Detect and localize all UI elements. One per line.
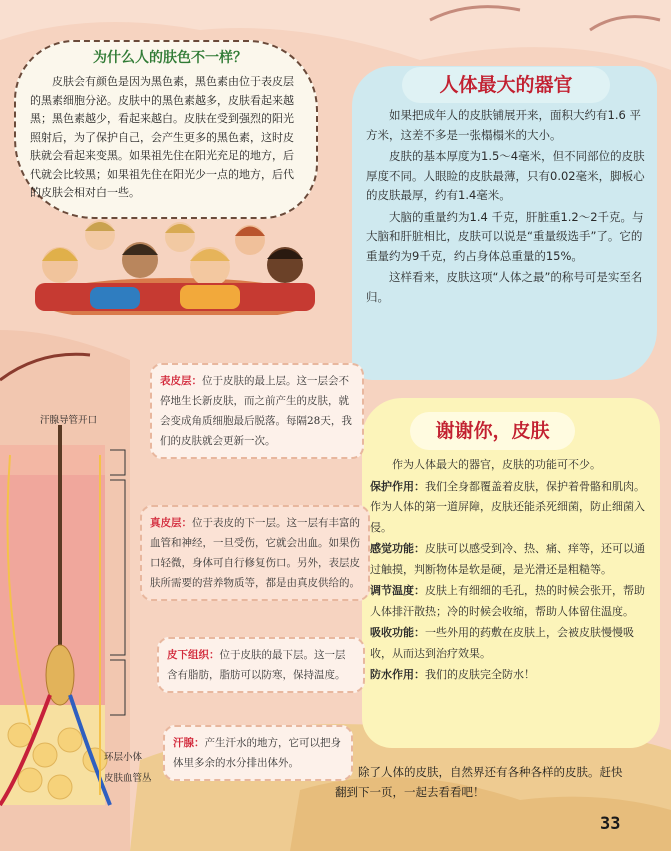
organ-paragraph: 皮肤的基本厚度为1.5～4毫米，但不同部位的皮肤厚度不同。人眼睑的皮肤最薄，只有0.02毫米，脚板心的皮肤最厚，约有1.4毫米。 — [366, 149, 645, 202]
function-item — [370, 623, 655, 664]
function-label: 调节温度： — [370, 584, 425, 597]
function-label: 防水作用： — [370, 668, 425, 681]
sweat-gland-label: 汗腺： — [173, 737, 205, 749]
dermis-text: 位于表皮的下一层。这一层有丰富的血管和神经，一旦受伤，它就会出血。如果伤口轻微，身体可自行修复伤口。另外，表层皮肤所需要的营养物质等，都是由真皮供给的。 — [150, 517, 360, 589]
skin-color-text: 皮肤会有颜色是因为黑色素，黑色素由位于表皮层的黑素细胞分泌。皮肤中的黑色素越多，皮肤看起来越黑；黑色素越少，看起来越白。皮肤在受到强烈的阳光照射后，为了保护自己，会产生更多的黑色素，这时皮肤就会看起来变黑。如果祖先住在阳光充足的地方，后代就会比较黑；如果祖先住在阳光少一点的地方，后代的皮肤会相对白一些。 — [30, 75, 294, 199]
function-text: 一些外用的药敷在皮肤上，会被皮肤慢慢吸收，从而达到治疗效果。 — [370, 626, 634, 660]
subcutis-text: 位于皮肤的最下层。这一层含有脂肪，脂肪可以防寒，保持温度。 — [167, 649, 346, 681]
sweat-gland-box — [163, 725, 353, 781]
epidermis-label: 表皮层： — [160, 375, 202, 387]
function-text: 皮肤可以感受到冷、热、痛、痒等，还可以通过触摸，判断物体是软是硬，是光滑还是粗糙等。 — [370, 542, 645, 576]
dermis-box — [140, 505, 370, 601]
thanks-skin-body — [370, 455, 655, 687]
function-text: 我们全身都覆盖着皮肤，保护着骨骼和肌肉。作为人体的第一道屏障，皮肤还能杀死细菌，防止细菌入侵。 — [370, 479, 645, 534]
pore-label: 汗腺导管开口 — [40, 415, 98, 426]
organ-paragraph: 如果把成年人的皮肤铺展开来，面积大约有1.6 平方米，这差不多是一张榻榻米的大小。 — [366, 108, 641, 142]
corpuscle-label: 环层小体 — [104, 752, 143, 763]
function-item — [370, 477, 655, 539]
plexus-label: 皮肤血管丛 — [104, 773, 152, 784]
function-label: 吸收功能： — [370, 626, 425, 639]
organ-paragraph: 这样看来，皮肤这项“人体之最”的称号可是实至名归。 — [366, 270, 643, 304]
function-label: 保护作用： — [370, 479, 425, 493]
skin-color-title: 为什么人的肤色不一样？ — [93, 50, 247, 66]
thanks-skin-title: 谢谢你，皮肤 — [410, 412, 575, 450]
function-item — [370, 581, 655, 622]
epidermis-box — [150, 363, 364, 459]
epidermis-text: 位于皮肤的最上层。这一层会不停地生长新皮肤，而之前产生的皮肤，就会变成角质细胞最后脱落。每隔28天，我们的皮肤就会更新一次。 — [160, 375, 352, 447]
page-number: 33 — [600, 814, 621, 834]
largest-organ-title: 人体最大的器官 — [402, 67, 610, 103]
sweat-gland-text: 产生汗水的地方，它可以把身体里多余的水分排出体外。 — [173, 737, 341, 769]
function-text: 我们的皮肤完全防水！ — [425, 668, 535, 681]
next-page-prompt: 除了人体的皮肤，自然界还有各种各样的皮肤。赶快翻到下一页，一起去看看吧！ — [335, 765, 623, 799]
function-item — [370, 539, 655, 580]
organ-paragraph: 大脑的重量约为1.4 千克，肝脏重1.2～2千克。与大脑和肝脏相比，皮肤可以说是“重量级选手”了。它的重量约为9千克，约占身体总重量的15%。 — [366, 209, 644, 263]
subcutis-label: 皮下组织： — [167, 649, 220, 661]
largest-organ-body — [366, 106, 648, 309]
thanks-lead: 作为人体最大的器官，皮肤的功能可不少。 — [392, 458, 601, 471]
dermis-label: 真皮层： — [150, 517, 192, 529]
function-item — [370, 665, 655, 686]
function-text: 皮肤上有细细的毛孔，热的时候会张开，帮助人体排汗散热；冷的时候会收缩，帮助人体留住温度。 — [370, 584, 645, 618]
subcutis-box — [157, 637, 365, 693]
children-photo — [30, 195, 320, 315]
function-label: 感觉功能： — [370, 542, 425, 555]
